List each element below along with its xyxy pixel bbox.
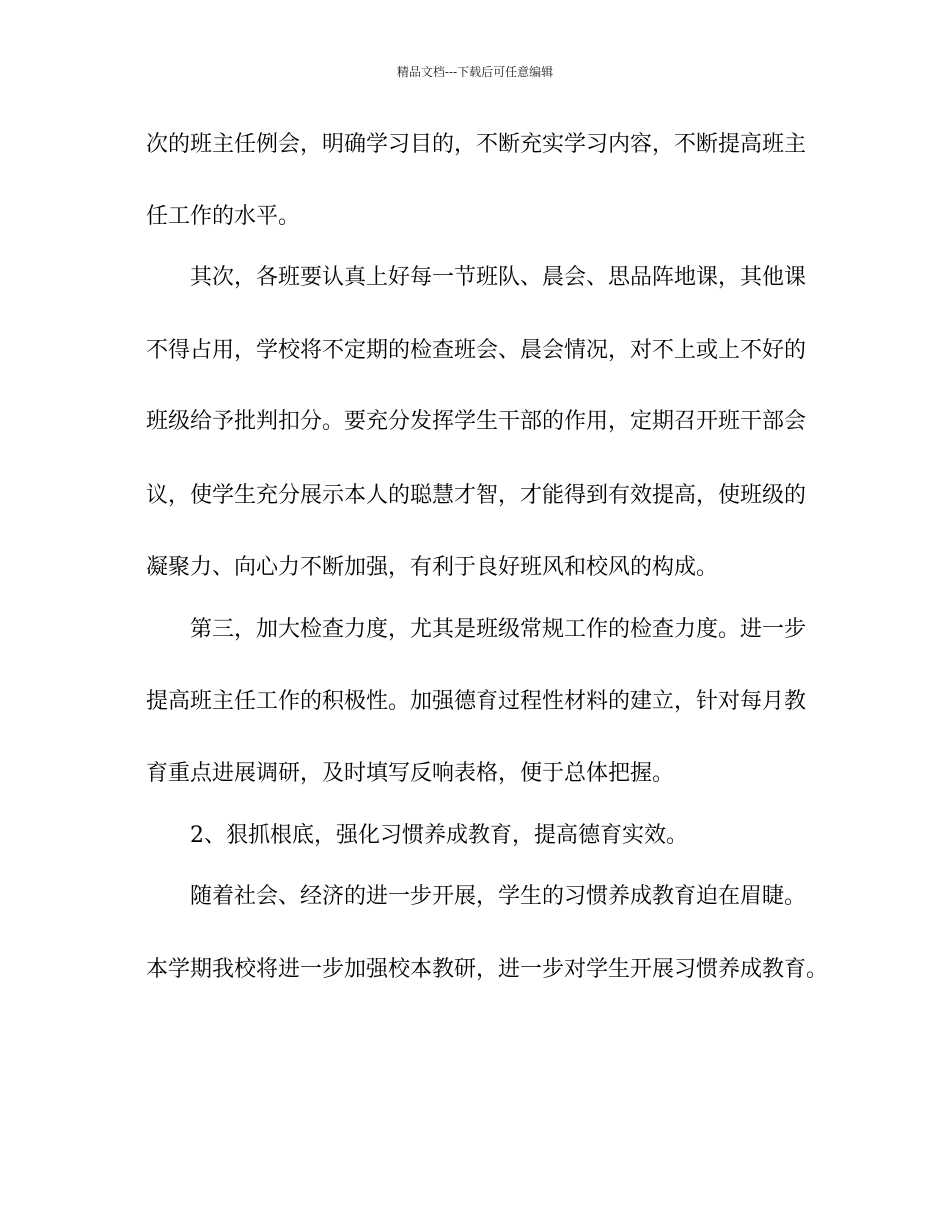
paragraph-line: 育重点进展调研，及时填写反响表格，便于总体把握。 <box>146 761 675 786</box>
paragraph-line: 次的班主任例会，明确学习目的，不断充实学习内容，不断提高班主 <box>146 132 807 157</box>
paragraph-line: 2、狠抓根底，强化习惯养成教育，提高德育实效。 <box>190 823 688 848</box>
paragraph-line: 班级给予批判扣分。要充分发挥学生干部的作用，定期召开班干部会 <box>146 409 807 434</box>
paragraph-line: 凝聚力、向心力不断加强，有利于良好班风和校风的构成。 <box>146 555 719 580</box>
page-header: 精品文档---下载后可任意编辑 <box>396 65 554 79</box>
paragraph-line: 任工作的水平。 <box>146 204 301 229</box>
paragraph-line: 其次，各班要认真上好每一节班队、晨会、思品阵地课，其他课 <box>190 265 807 290</box>
paragraph-line: 本学期我校将进一步加强校本教研，进一步对学生开展习惯养成教育。 <box>146 957 829 982</box>
paragraph-line: 议，使学生充分展示本人的聪慧才智，才能得到有效提高，使班级的 <box>146 483 807 508</box>
paragraph-line: 不得占用，学校将不定期的检查班会、晨会情况，对不上或上不好的 <box>146 338 807 363</box>
paragraph-line: 第三，加大检查力度，尤其是班级常规工作的检查力度。进一步 <box>190 617 807 642</box>
paragraph-line: 提高班主任工作的积极性。加强德育过程性材料的建立，针对每月教 <box>146 689 807 714</box>
paragraph-line: 随着社会、经济的进一步开展，学生的习惯养成教育迫在眉睫。 <box>190 884 807 909</box>
